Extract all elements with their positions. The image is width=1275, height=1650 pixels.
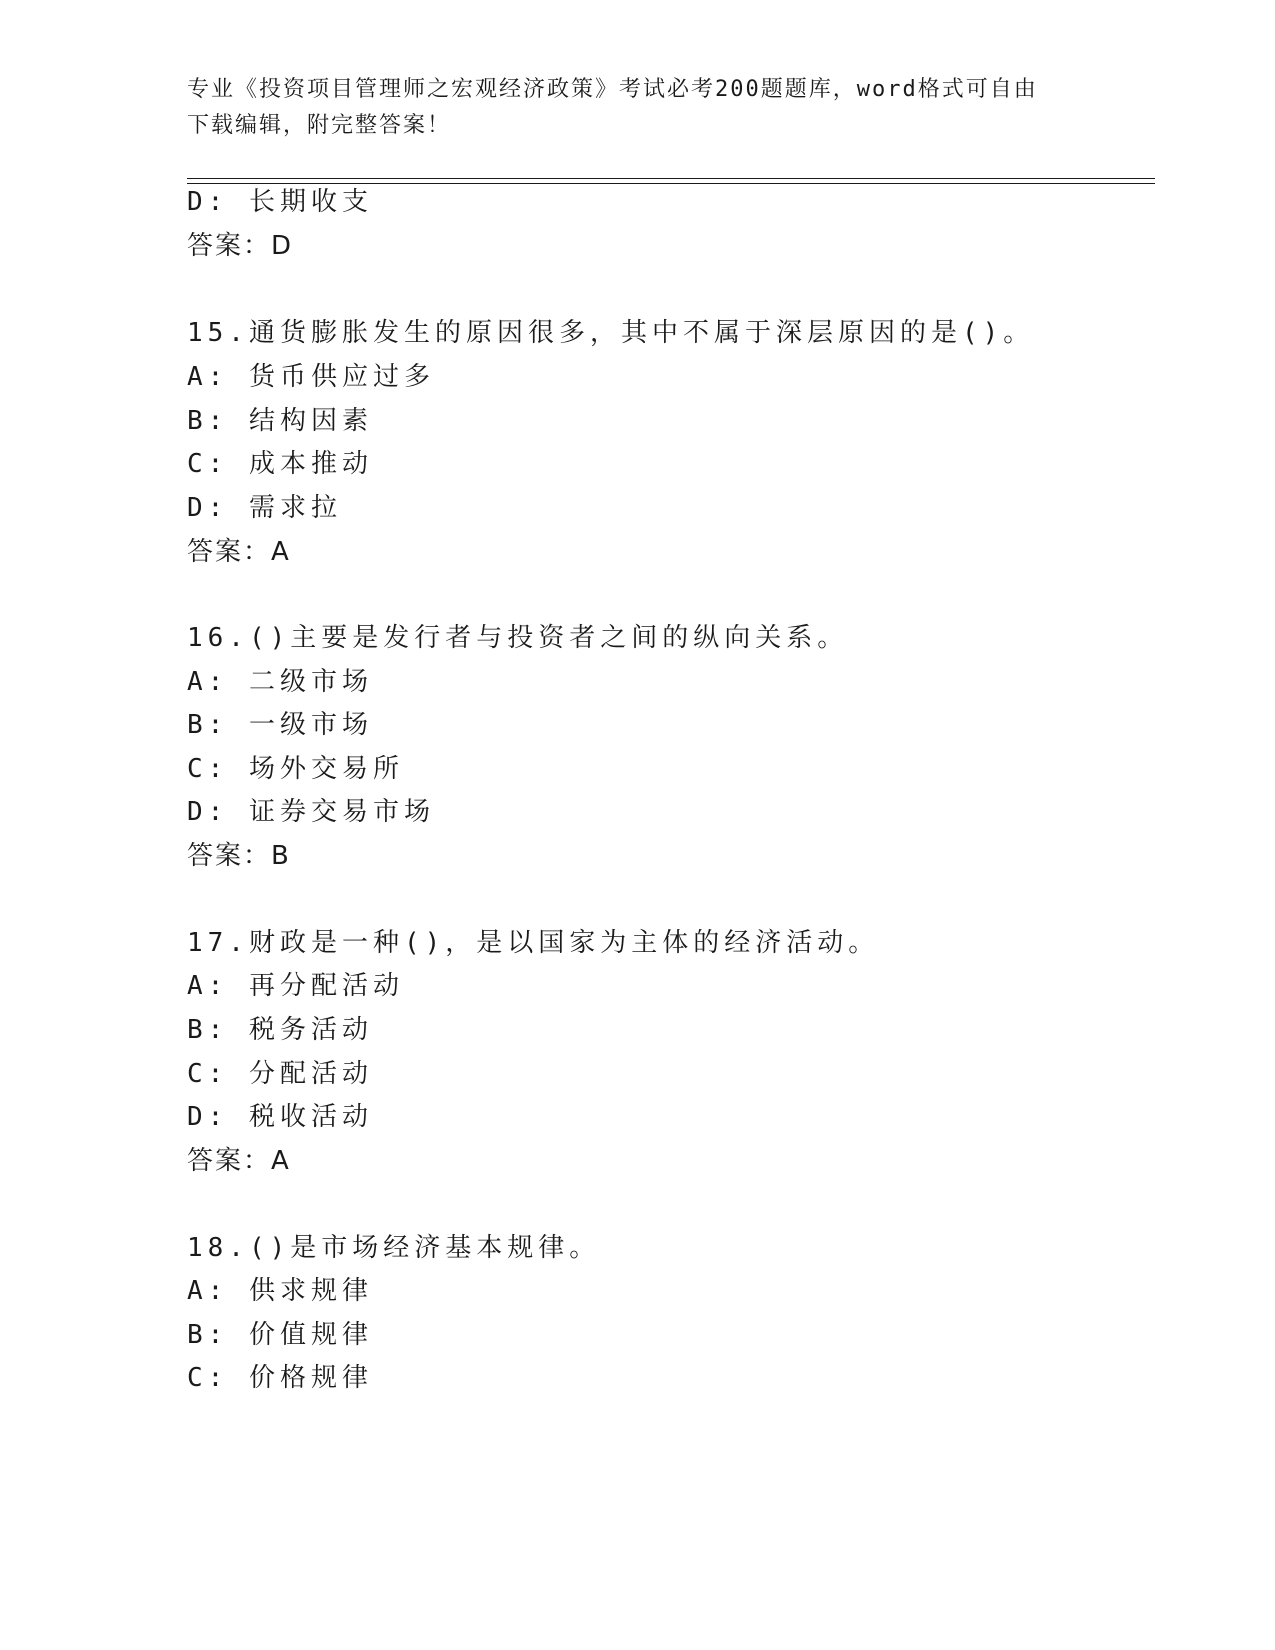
option-d: D: 需求拉 bbox=[187, 493, 342, 523]
prev-question-option-d: D: 长期收支 bbox=[187, 187, 373, 217]
header-line-2: 下载编辑，附完整答案！ bbox=[187, 113, 452, 138]
prev-question-answer: 答案：D bbox=[187, 231, 294, 261]
document-header bbox=[187, 72, 1087, 144]
header-rule-top bbox=[187, 178, 1155, 179]
option-b: B: 结构因素 bbox=[187, 406, 373, 436]
question-stem: 16.()主要是发行者与投资者之间的纵向关系。 bbox=[187, 623, 849, 653]
answer: 答案：A bbox=[187, 1146, 291, 1176]
option-a: A: 货币供应过多 bbox=[187, 362, 435, 392]
option-c: C: 价格规律 bbox=[187, 1363, 373, 1393]
header-line-1: 专业《投资项目管理师之宏观经济政策》考试必考200题题库，word格式可自由 bbox=[187, 77, 1038, 102]
question-stem: 18.()是市场经济基本规律。 bbox=[187, 1233, 601, 1263]
option-d: D: 税收活动 bbox=[187, 1102, 373, 1132]
question-stem: 15.通货膨胀发生的原因很多，其中不属于深层原因的是()。 bbox=[187, 318, 1035, 348]
option-b: B: 价值规律 bbox=[187, 1320, 373, 1350]
option-b: B: 税务活动 bbox=[187, 1015, 373, 1045]
option-c: C: 分配活动 bbox=[187, 1059, 373, 1089]
question-stem: 17.财政是一种()，是以国家为主体的经济活动。 bbox=[187, 928, 880, 958]
option-c: C: 场外交易所 bbox=[187, 754, 404, 784]
option-b: B: 一级市场 bbox=[187, 710, 373, 740]
option-a: A: 二级市场 bbox=[187, 667, 373, 697]
option-a: A: 供求规律 bbox=[187, 1276, 373, 1306]
answer: 答案：B bbox=[187, 841, 291, 871]
answer: 答案：A bbox=[187, 537, 291, 567]
option-c: C: 成本推动 bbox=[187, 449, 373, 479]
option-d: D: 证券交易市场 bbox=[187, 797, 435, 827]
option-a: A: 再分配活动 bbox=[187, 971, 404, 1001]
